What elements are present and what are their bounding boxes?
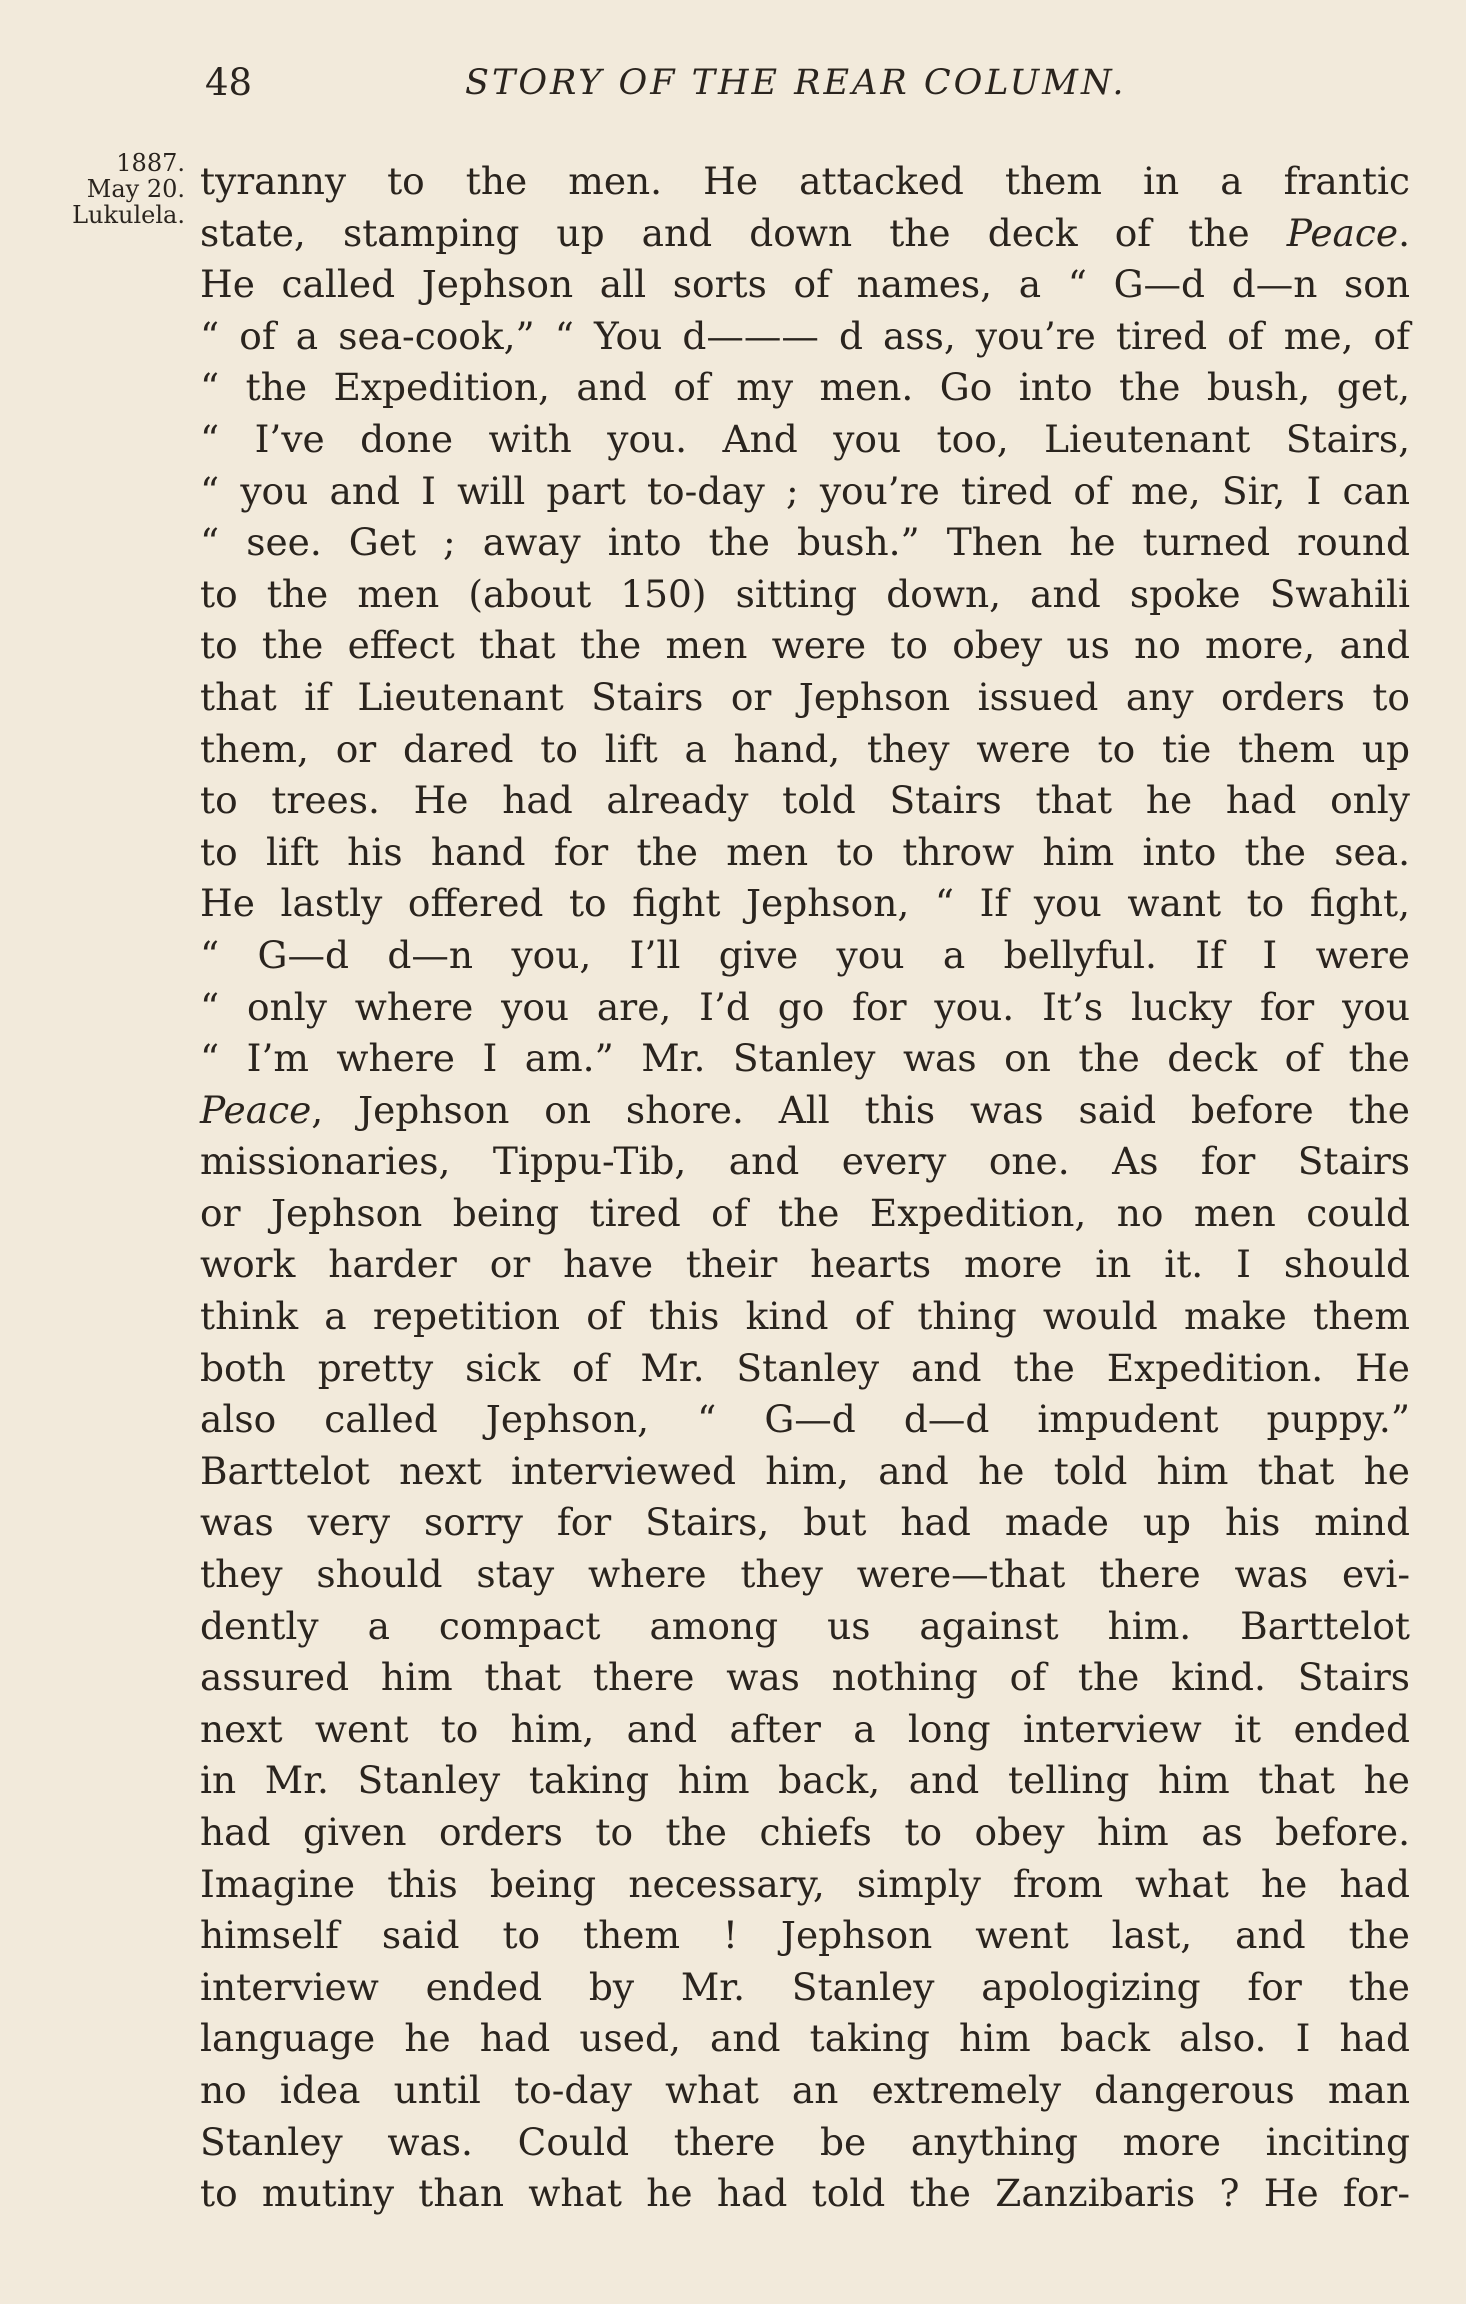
text-line: next went to him, and after a long interview it ended xyxy=(200,1706,1410,1751)
text-line: to the men (about 150) sitting down, and spoke Swahili xyxy=(200,571,1410,616)
text-line: think a repetition of this kind of thing would make them xyxy=(200,1294,1410,1339)
text-line: Stanley was. Could there be anything more inciting xyxy=(200,2119,1410,2164)
text-line: work harder or have their hearts more in it. I should xyxy=(200,1242,1410,1287)
text-line: “ you and I will part to-day ; you’re tired of me, Sir, I can xyxy=(200,468,1410,513)
text-line: “ the Expedition, and of my men. Go into the bush, get, xyxy=(200,365,1410,410)
text-line: “ I’m where I am.” Mr. Stanley was on the deck of the xyxy=(200,1036,1410,1081)
text-line: assured him that there was nothing of the kind. Stairs xyxy=(200,1655,1410,1700)
text-line: language he had used, and taking him back also. I had xyxy=(200,2016,1410,2061)
margin-note-year: 1887. xyxy=(116,149,185,177)
text-line: had given orders to the chiefs to obey him as before. xyxy=(200,1810,1410,1854)
text-line: that if Lieutenant Stairs or Jephson issued any orders to xyxy=(200,674,1410,719)
text-line: Peace, Jephson on shore. All this was said before the xyxy=(200,1087,1410,1132)
text-line: to the effect that the men were to obey us no more, and xyxy=(200,623,1410,668)
text-line: “ G—d d—n you, I’ll give you a bellyful. If I were xyxy=(200,932,1410,977)
text-line: state, stamping up and down the deck of the Peace. xyxy=(200,210,1410,255)
text-line: dently a compact among us against him. Barttelot xyxy=(200,1603,1410,1648)
text-line: interview ended by Mr. Stanley apologizing for the xyxy=(200,1964,1410,2009)
text-line: tyranny to the men. He attacked them in a frantic xyxy=(200,159,1410,203)
ship-name: Peace xyxy=(200,1087,312,1132)
text-line: Barttelot next interviewed him, and he told him that he xyxy=(200,1448,1410,1493)
ship-name: Peace xyxy=(1286,210,1399,255)
text-line: no idea until to-day what an extremely dangerous man xyxy=(200,2067,1410,2112)
body-text xyxy=(200,156,1410,2220)
text-line: “ of a sea-cook,” “ You d——— d ass, you’re tired of me, of xyxy=(200,313,1410,358)
page-number: 48 xyxy=(205,61,253,104)
running-title: STORY OF THE REAR COLUMN. xyxy=(465,63,1127,103)
text-line: also called Jephson, “ G—d d—d impudent puppy.” xyxy=(200,1397,1410,1442)
margin-note-place: Lukulela. xyxy=(72,201,185,229)
text-line: to mutiny than what he had told the Zanzibaris ? He for- xyxy=(200,2171,1410,2216)
text-line: in Mr. Stanley taking him back, and telling him that he xyxy=(200,1758,1410,1803)
text-line: or Jephson being tired of the Expedition, no men could xyxy=(200,1190,1410,1235)
text-line: both pretty sick of Mr. Stanley and the Expedition. He xyxy=(200,1345,1410,1390)
text-line: He called Jephson all sorts of names, a “ G—d d—n son xyxy=(200,262,1410,307)
text-line: himself said to them ! Jephson went last, and the xyxy=(200,1913,1410,1958)
running-head xyxy=(205,58,1405,108)
text-line: was very sorry for Stairs, but had made up his mind xyxy=(200,1500,1410,1545)
text-line: they should stay where they were—that there was evi- xyxy=(200,1552,1410,1597)
margin-note xyxy=(0,150,185,228)
margin-note-date: May 20. xyxy=(86,175,185,203)
text-line: “ only where you are, I’d go for you. It’s lucky for you xyxy=(200,984,1410,1029)
text-line: them, or dared to lift a hand, they were to tie them up xyxy=(200,726,1410,771)
text-line: “ see. Get ; away into the bush.” Then he turned round xyxy=(200,520,1410,565)
text-line: to trees. He had already told Stairs that he had only xyxy=(200,778,1410,823)
text-line: He lastly offered to fight Jephson, “ If you want to fight, xyxy=(200,881,1410,926)
text-line: to lift his hand for the men to throw him into the sea. xyxy=(200,829,1410,874)
text-line: Imagine this being necessary, simply from what he had xyxy=(200,1861,1410,1906)
text-line: “ I’ve done with you. And you too, Lieutenant Stairs, xyxy=(200,416,1410,461)
text-line: missionaries, Tippu-Tib, and every one. As for Stairs xyxy=(200,1139,1410,1184)
